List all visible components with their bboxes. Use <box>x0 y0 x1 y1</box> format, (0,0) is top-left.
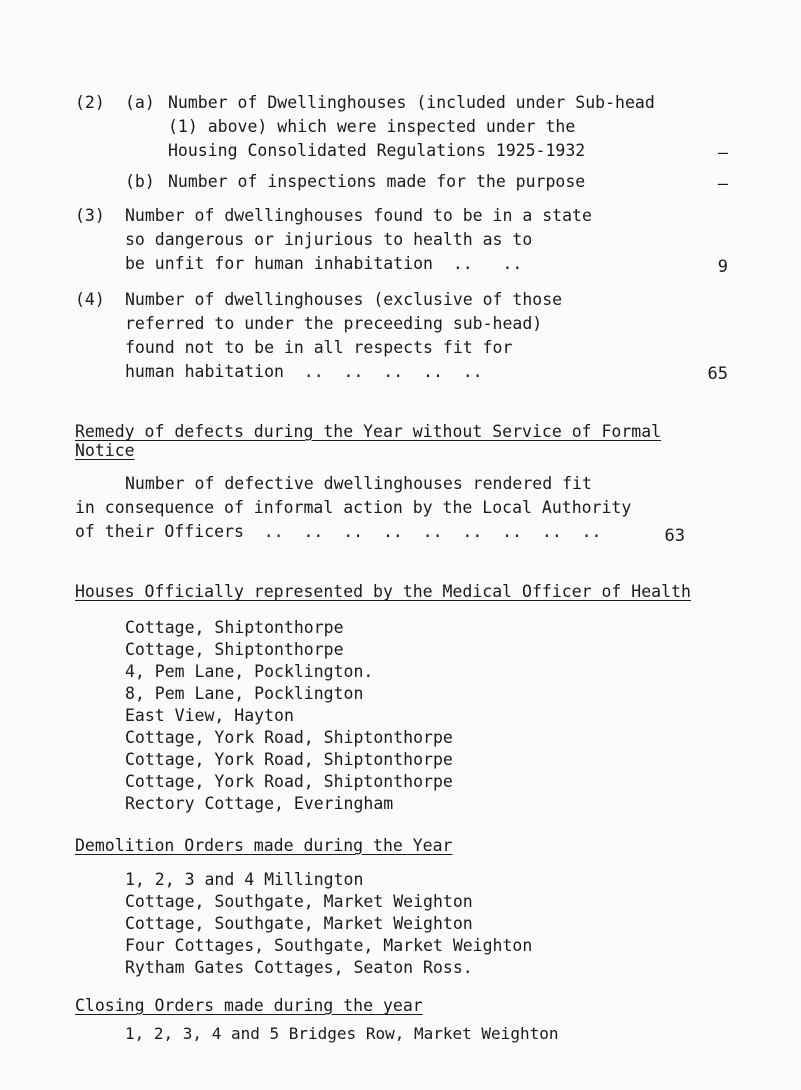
houses-represented-item: Cottage, York Road, Shiptonthorpe <box>125 728 453 747</box>
section-2a-value: – <box>717 143 728 163</box>
houses-represented-item: 8, Pem Lane, Pocklington <box>125 684 364 703</box>
houses-represented-item: Rectory Cottage, Everingham <box>125 794 394 813</box>
section-2a-line-1: Number of Dwellinghouses (included under Sub-head <box>168 93 655 112</box>
section-4-value: 65 <box>707 364 728 384</box>
section-2b-line: Number of inspections made for the purpose <box>168 172 586 191</box>
remedy-value: 63 <box>664 526 685 546</box>
demolition-order-item: 1, 2, 3 and 4 Millington <box>125 870 364 889</box>
section-3-line-1: Number of dwellinghouses found to be in a state <box>125 206 592 225</box>
houses-represented-item: Cottage, York Road, Shiptonthorpe <box>125 750 453 769</box>
remedy-line-2: in consequence of informal action by the Local Authority <box>75 498 632 517</box>
section-2a-label: (a) <box>125 93 155 112</box>
houses-represented-item: Cottage, York Road, Shiptonthorpe <box>125 772 453 791</box>
demolition-orders-heading: Demolition Orders made during the Year <box>75 836 453 855</box>
section-4-line-4: human habitation .. .. .. .. .. <box>125 362 483 381</box>
houses-represented-item: Cottage, Shiptonthorpe <box>125 618 344 637</box>
demolition-order-item: Four Cottages, Southgate, Market Weighton <box>125 936 533 955</box>
demolition-order-item: Cottage, Southgate, Market Weighton <box>125 892 473 911</box>
section-2b-label: (b) <box>125 172 155 191</box>
demolition-order-item: Rytham Gates Cottages, Seaton Ross. <box>125 958 473 977</box>
section-2b-value: – <box>717 174 728 194</box>
section-2a-line-3: Housing Consolidated Regulations 1925-1932 <box>168 141 586 160</box>
section-4-line-2: referred to under the preceeding sub-head) <box>125 314 543 333</box>
section-3-line-2: so dangerous or injurious to health as to <box>125 230 533 249</box>
section-3-line-3: be unfit for human inhabitation .. .. <box>125 254 523 273</box>
remedy-heading-line-2: Notice <box>75 441 135 460</box>
section-4-line-3: found not to be in all respects fit for <box>125 338 513 357</box>
section-3-number: (3) <box>75 206 105 225</box>
houses-represented-item: Cottage, Shiptonthorpe <box>125 640 344 659</box>
remedy-line-1: Number of defective dwellinghouses rendered fit <box>125 474 592 493</box>
remedy-line-3: of their Officers .. .. .. .. .. .. .. .. .. <box>75 522 602 541</box>
closing-orders-heading: Closing Orders made during the year <box>75 996 423 1015</box>
section-2a-line-2: (1) above) which were inspected under the <box>168 117 576 136</box>
section-3-value: 9 <box>717 257 728 277</box>
remedy-heading-line-1: Remedy of defects during the Year without Service of Formal <box>75 422 662 441</box>
houses-represented-heading: Houses Officially represented by the Medical Officer of Health <box>75 582 691 601</box>
houses-represented-item: East View, Hayton <box>125 706 294 725</box>
section-2-number: (2) <box>75 93 105 112</box>
section-4-line-1: Number of dwellinghouses (exclusive of those <box>125 290 563 309</box>
demolition-order-item: Cottage, Southgate, Market Weighton <box>125 914 473 933</box>
houses-represented-item: 4, Pem Lane, Pocklington. <box>125 662 374 681</box>
closing-order-item: 1, 2, 3, 4 and 5 Bridges Row, Market Weighton <box>125 1024 559 1043</box>
section-4-number: (4) <box>75 290 105 309</box>
